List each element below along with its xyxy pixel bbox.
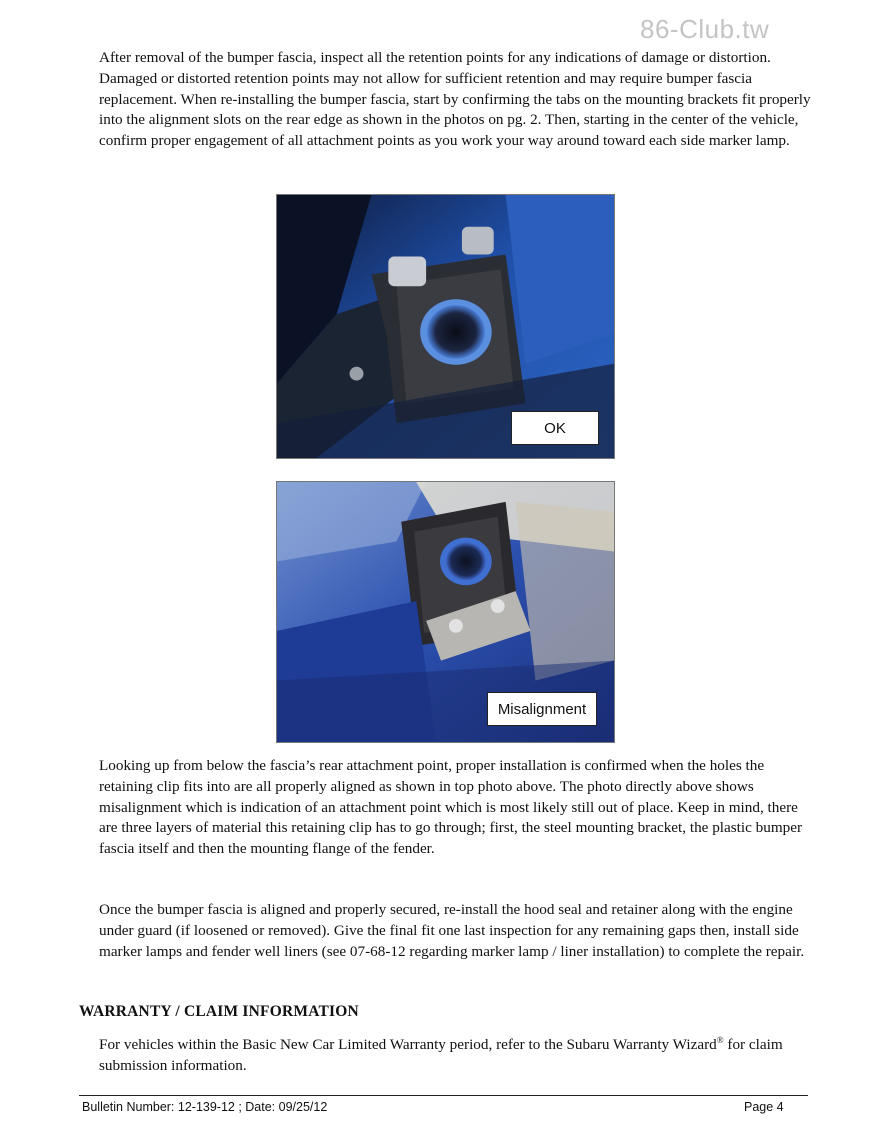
paragraph-reinstall: Once the bumper fascia is aligned and properly secured, re-install the hood seal and retainer along with the engine under guard (if loosened or removed). Give the final fit one last inspection for any remaining gaps then, install side marker lamps and fender well liners (see 07-68-12 regarding marker lamp / liner installation) to complete the repair. [99,901,805,960]
paragraph-alignment-check: Looking up from below the fascia’s rear attachment point, proper installation is confirmed when the holes the retaining clip fits into are all properly aligned as shown in top photo above. The photo directly above shows misalignment which is indication of an attachment point which is most likely still out of place. Keep in mind, there are three layers of material this retaining clip has to go through; first, the steel mounting bracket, the plastic bumper fascia itself and then the mounting flange of the fender. [99,757,803,858]
photo-ok-alignment [276,194,615,459]
registered-mark: ® [716,1035,724,1045]
section-heading-warranty: WARRANTY / CLAIM INFORMATION [79,1003,359,1020]
paragraph-warranty [99,1030,811,1077]
watermark-text: 86-Club.tw [640,14,770,44]
footer-divider [79,1095,808,1096]
ok-label: OK [511,411,599,445]
warranty-text-pre: For vehicles within the Basic New Car Limited Warranty period, refer to the Subaru Warranty Wizard [99,1036,717,1054]
misalignment-label: Misalignment [487,692,597,726]
photo-misalignment [276,481,615,743]
paragraph-inspection: After removal of the bumper fascia, inspect all the retention points for any indications of damage or distortion. Damaged or distorted retention points may not allow for sufficient retention and may require bumper fascia replacement. When re-installing the bumper fascia, start by confirming the tabs on the mounting brackets fit properly into the alignment slots on the rear edge as shown in the photos on pg. 2. Then, starting in the center of the vehicle, confirm proper engagement of all attachment points as you work your way around toward each side marker lamp. [99,49,811,150]
warranty-text-post: for claim submission information. [99,1036,783,1074]
footer-bulletin-info: Bulletin Number: 12-139-12 ; Date: 09/25/12 [82,1100,328,1114]
footer-page-number: Page 4 [744,1100,784,1114]
